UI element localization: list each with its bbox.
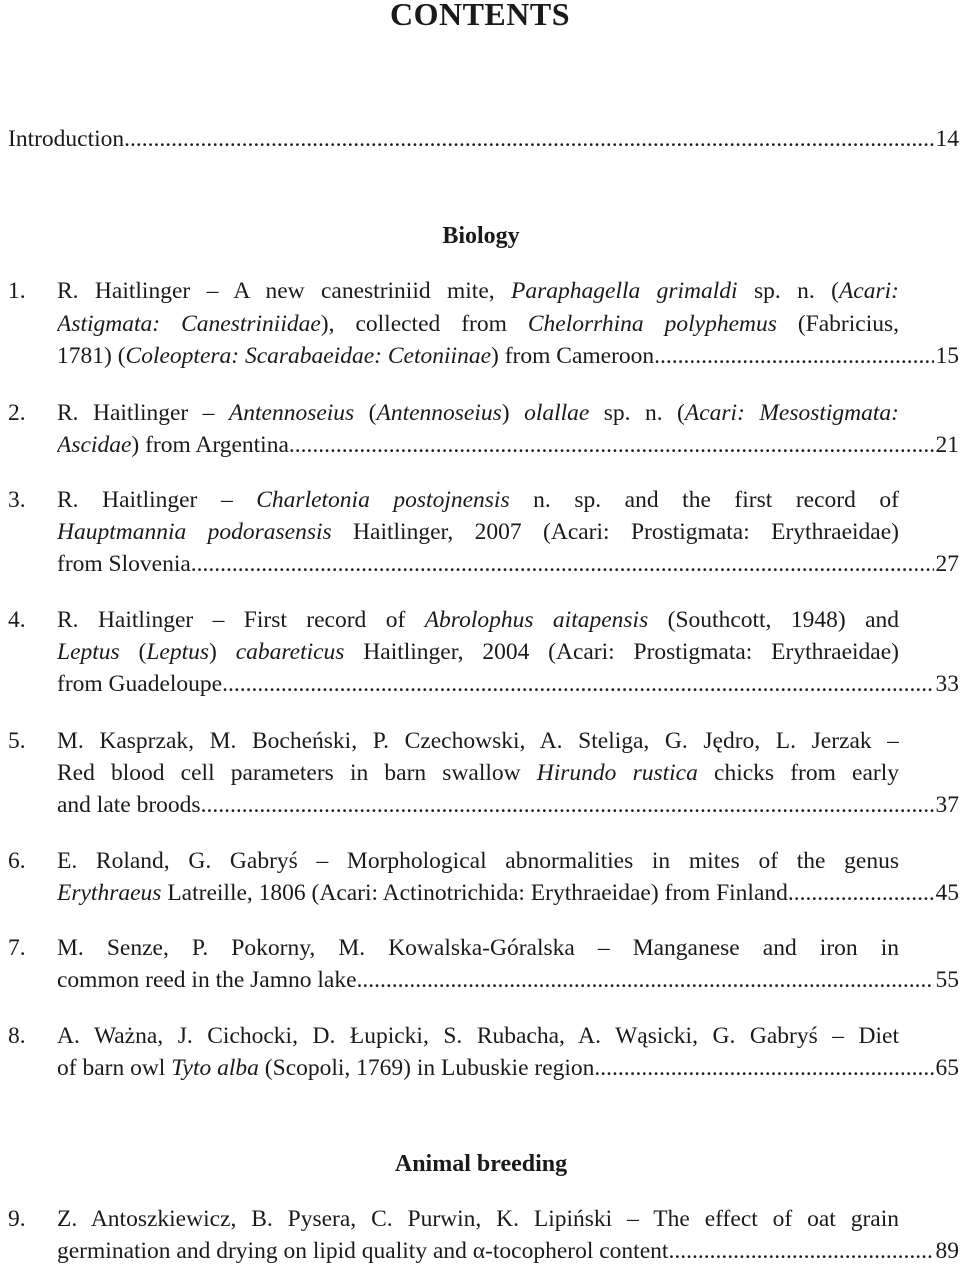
page-number: 55 [935, 967, 959, 993]
page-number: 33 [935, 671, 959, 697]
page-number: 37 [935, 792, 959, 818]
dot-leader [124, 124, 933, 154]
entry-line: R. Haitlinger – Antennoseius (Antennoseius) olallae sp. n. (Acari: Mesostigmata: [57, 400, 899, 426]
entry-number: 2. [8, 400, 26, 426]
entry-line: of barn owl Tyto alba (Scopoli, 1769) in Lubuskie region ..... 65 [57, 1053, 959, 1083]
entry-line: Red blood cell parameters in barn swallow Hirundo rustica chicks from early [57, 760, 899, 786]
entry-line: E. Roland, G. Gabryś – Morphological abnormalities in mites of the genus [57, 848, 899, 874]
entry-number: 4. [8, 607, 26, 633]
entry-line: Leptus (Leptus) cabareticus Haitlinger, 2004 (Acari: Prostigmata: Erythraeidae) [57, 639, 899, 665]
entry-number: 6. [8, 848, 26, 874]
dot-leader [289, 430, 934, 460]
entry-line: Hauptmannia podorasensis Haitlinger, 2007 (Acari: Prostigmata: Erythraeidae) [57, 519, 899, 545]
dot-leader [201, 790, 934, 820]
entry-number: 7. [8, 935, 26, 961]
dot-leader [668, 1236, 933, 1266]
entry-line: M. Kasprzak, M. Bocheński, P. Czechowski, A. Steliga, G. Jędro, L. Jerzak – [57, 728, 899, 754]
entry-line: germination and drying on lipid quality and α-tocopherol content ..... 89 [57, 1236, 959, 1266]
dot-leader [222, 669, 933, 699]
entry-line: common reed in the Jamno lake ..... 55 [57, 965, 959, 995]
dot-leader [788, 878, 934, 908]
page-number: 14 [935, 126, 959, 152]
entry-line: Ascidae) from Argentina ..... 21 [57, 430, 959, 460]
entry-line: 1781) (Coleoptera: Scarabaeidae: Cetoniinae) from Cameroon ..... 15 [57, 341, 959, 371]
entry-line: R. Haitlinger – First record of Abrolophus aitapensis (Southcott, 1948) and [57, 607, 899, 633]
section-heading-biology: Biology [442, 223, 520, 249]
page-number: 65 [935, 1055, 959, 1081]
entry-title: Introduction [8, 126, 125, 152]
page-number: 21 [935, 432, 959, 458]
entry-line: and late broods ..... 37 [57, 790, 959, 820]
entry-number: 3. [8, 487, 26, 513]
page-number: 27 [935, 551, 959, 577]
entry-number: 1. [8, 278, 26, 304]
entry-line: Z. Antoszkiewicz, B. Pysera, C. Purwin, K. Lipiński – The effect of oat grain [57, 1206, 899, 1232]
entry-line: M. Senze, P. Pokorny, M. Kowalska-Góralska – Manganese and iron in [57, 935, 899, 961]
toc-entry-introduction [8, 124, 959, 154]
entry-line: from Slovenia ..... 27 [57, 549, 959, 579]
page-title: CONTENTS [389, 0, 571, 32]
entry-line: Astigmata: Canestriniidae), collected from Chelorrhina polyphemus (Fabricius, [57, 311, 899, 337]
page-number: 45 [935, 880, 959, 906]
entry-number: 5. [8, 728, 26, 754]
entry-number: 9. [8, 1206, 26, 1232]
dot-leader [191, 549, 934, 579]
page-number: 89 [935, 1238, 959, 1264]
page-number: 15 [935, 343, 959, 369]
entry-line: Erythraeus Latreille, 1806 (Acari: Actinotrichida: Erythraeidae) from Finland ..... 45 [57, 878, 959, 908]
entry-number: 8. [8, 1023, 26, 1049]
dot-leader [654, 341, 933, 371]
entry-line: A. Ważna, J. Cichocki, D. Łupicki, S. Rubacha, A. Wąsicki, G. Gabryś – Diet [57, 1023, 899, 1049]
entry-line: R. Haitlinger – Charletonia postojnensis n. sp. and the first record of [57, 487, 899, 513]
section-heading-animal-breeding: Animal breeding [394, 1151, 568, 1177]
entry-line: from Guadeloupe ..... 33 [57, 669, 959, 699]
entry-line: R. Haitlinger – A new canestriniid mite, Paraphagella grimaldi sp. n. (Acari: [57, 278, 899, 304]
dot-leader [357, 965, 934, 995]
dot-leader [594, 1053, 933, 1083]
